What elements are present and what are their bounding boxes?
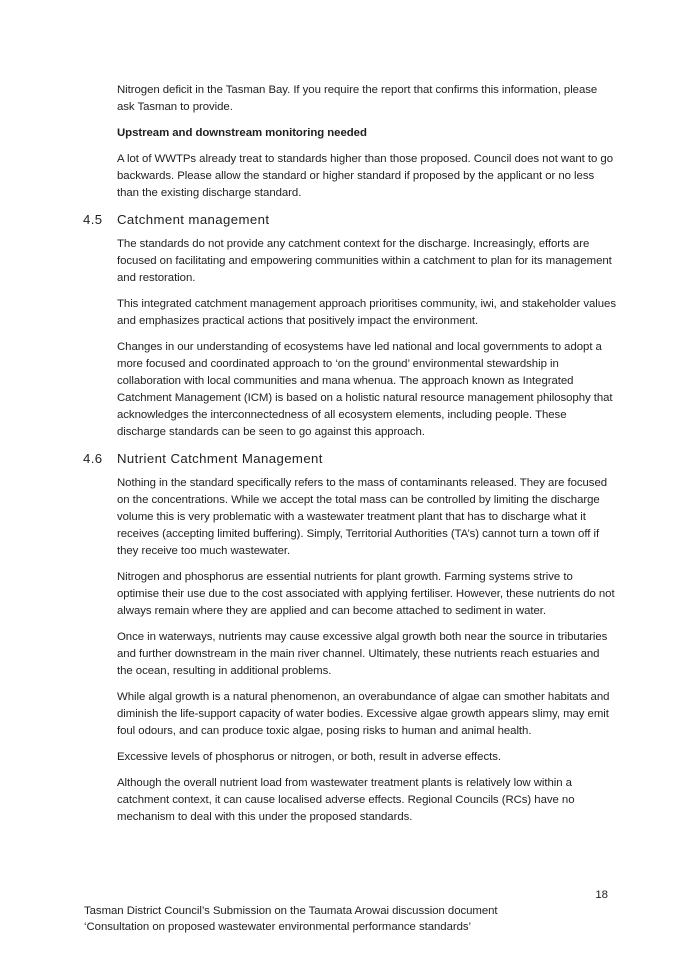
monitoring-subheading: Upstream and downstream monitoring needed [117,127,367,139]
catchment-paragraph: Changes in our understanding of ecosystems have led national and local governments to adopt a more focused and coordinated approach to ‘on the ground’ environmental stewardship in collaboration with local communities and mana whenua. The approach known as Integrated Catchment Management (ICM) is based on a holistic natural resource management philosophy that acknowledges the interconnectedness of all ecosystem elements, including people. These discharge standards can be seen to go against this approach. [117,341,613,438]
footer-line: ‘Consultation on proposed wastewater environmental performance standards’ [84,921,472,933]
section-title: Nutrient Catchment Management [117,451,323,466]
section-title: Catchment management [117,212,270,227]
section-number: 4.5 [83,212,103,227]
nutrient-paragraph: Nothing in the standard specifically refers to the mass of contaminants released. They are focused on the concentrations. While we accept the total mass can be controlled by limiting the discharge volume this is very problematic with a wastewater treatment plant that has to discharge what it receives (accepting limited buffering). Simply, Territorial Authorities (TA’s) cannot turn a town off if they receive too much wastewater. [117,477,608,557]
section-number: 4.6 [83,451,103,466]
catchment-paragraph: The standards do not provide any catchment context for the discharge. Increasingly, efforts are focused on facilitating and empowering communities within a catchment to plan for its management and restoration. [117,238,612,284]
section-heading-4-6 [83,450,617,468]
catchment-paragraph: This integrated catchment management approach prioritises community, iwi, and stakeholder values and emphasizes practical actions that positively impact the environment. [117,298,616,327]
nutrient-paragraph: Once in waterways, nutrients may cause excessive algal growth both near the source in tributaries and further downstream in the main river channel. Ultimately, these nutrients reach estuaries and the ocean, resulting in additional problems. [117,631,608,677]
body-column [83,82,617,835]
nutrient-paragraph: Nitrogen and phosphorus are essential nutrients for plant growth. Farming systems strive to optimise their use due to the cost associated with applying fertiliser. However, these nutrients do not always remain where they are applied and can become attached to sediment in water. [117,571,615,617]
nutrient-paragraph: While algal growth is a natural phenomenon, an overabundance of algae can smother habitats and diminish the life-support capacity of water bodies. Excessive algae growth appears slimy, may emit foul odours, and can produce toxic algae, posing risks to human and animal health. [117,691,610,737]
footer-line: Tasman District Council’s Submission on the Taumata Arowai discussion document [84,905,498,917]
intro-paragraph: Nitrogen deficit in the Tasman Bay. If you require the report that confirms this information, please ask Tasman to provide. [117,84,598,113]
nutrient-paragraph: Excessive levels of phosphorus or nitrogen, or both, result in adverse effects. [117,751,501,763]
document-footer [84,903,624,935]
page-number: 18 [595,889,608,901]
nutrient-paragraph: Although the overall nutrient load from wastewater treatment plants is relatively low within a catchment context, it can cause localised adverse effects. Regional Councils (RCs) have no mechanism to deal with this under the proposed standards. [117,777,575,823]
section-heading-4-5 [83,211,617,229]
monitoring-paragraph: A lot of WWTPs already treat to standards higher than those proposed. Council does not want to go backwards. Please allow the standard or higher standard if proposed by the applicant or no less than the existing discharge standard. [117,153,613,199]
